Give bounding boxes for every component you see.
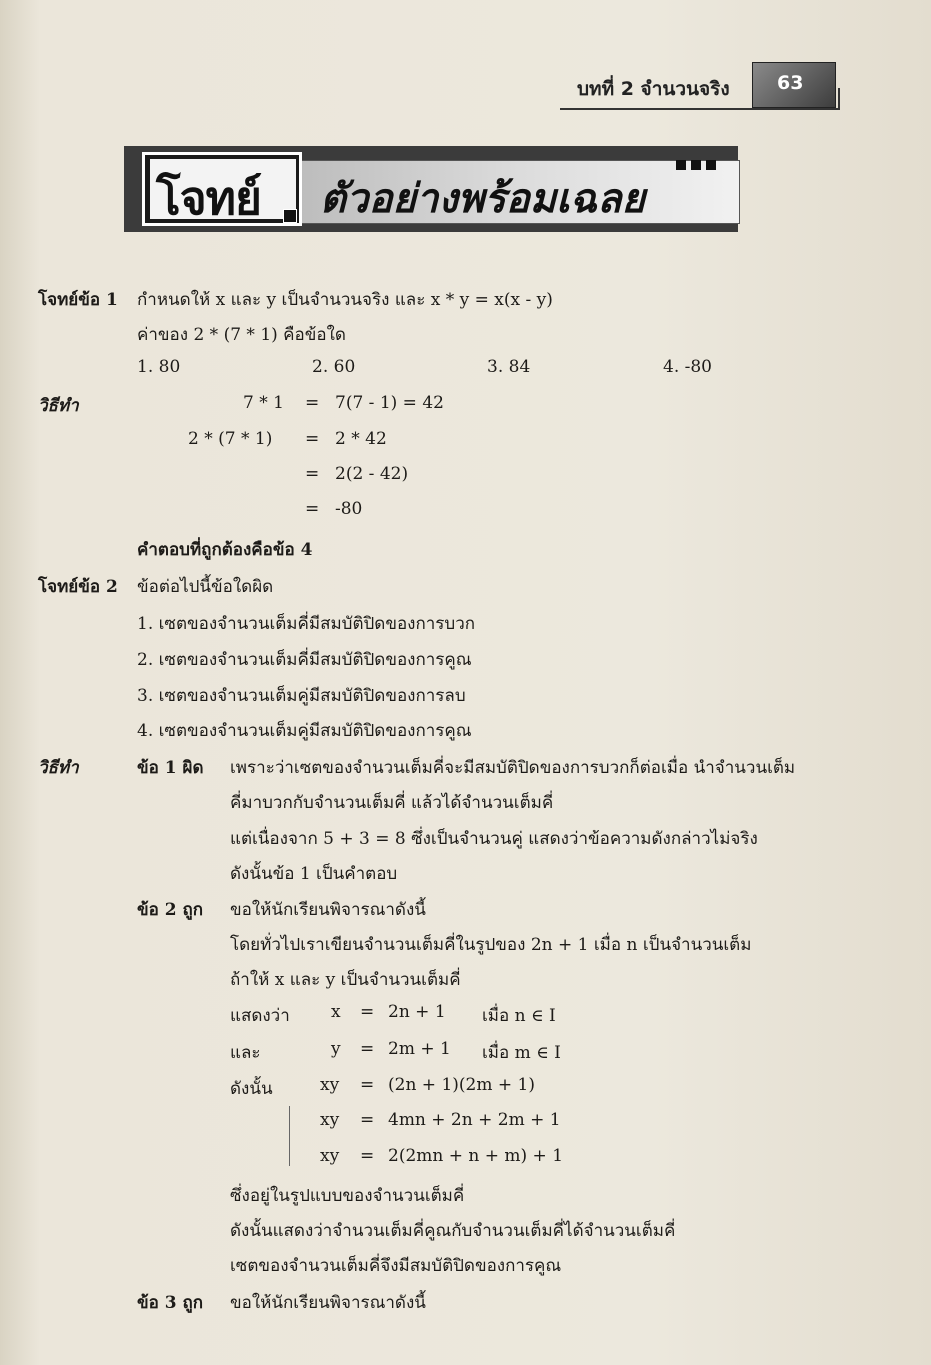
q1-label: โจทย์ข้อ 1 <box>38 290 118 310</box>
q2-item1-tag: ข้อ 1 ผิด <box>137 758 204 778</box>
math-eq: = <box>360 1002 375 1022</box>
banner-square-mark <box>283 209 297 223</box>
math-rhs: 2(2mn + n + m) + 1 <box>388 1146 564 1166</box>
q1-option-4: 4. -80 <box>663 357 712 377</box>
header-rule-end <box>838 88 840 110</box>
math-lhs: xy <box>320 1146 340 1166</box>
math-eq: = <box>360 1075 375 1095</box>
q2-item1-line: ดังนั้นข้อ 1 เป็นคำตอบ <box>230 864 398 884</box>
math-rhs: 2n + 1 <box>388 1002 446 1022</box>
q1-option-1: 1. 80 <box>137 357 181 377</box>
banner-dots <box>676 160 716 170</box>
q2-label: โจทย์ข้อ 2 <box>38 577 118 597</box>
q2-item2-conclusion: ดังนั้นแสดงว่าจำนวนเต็มคี่คูณกับจำนวนเต็มคี่ได้จำนวนเต็มคี่ <box>230 1221 676 1241</box>
q2-item2-tag: ข้อ 2 ถูก <box>137 900 204 920</box>
q2-item3-tag: ข้อ 3 ถูก <box>137 1293 204 1313</box>
math-word: และ <box>230 1043 261 1063</box>
q2-item2-line-b: ถ้าให้ x และ y เป็นจำนวนเต็มคี่ <box>230 970 461 990</box>
banner-title: ตัวอย่างพร้อมเฉลย <box>320 176 645 222</box>
math-lhs: y <box>331 1039 341 1059</box>
q1-step1-lhs: 7 * 1 <box>243 393 284 413</box>
q1-answer: คำตอบที่ถูกต้องคือข้อ 4 <box>137 540 313 560</box>
math-word: ดังนั้น <box>230 1079 273 1099</box>
q1-step4-eq: = <box>305 499 320 519</box>
q2-item2-conclusion: ซึ่งอยู่ในรูปแบบของจำนวนเต็มคี่ <box>230 1186 465 1206</box>
math-word: แสดงว่า <box>230 1006 290 1026</box>
q1-step2-rhs: 2 * 42 <box>335 429 387 449</box>
chapter-title: บทที่ 2 จำนวนจริง <box>577 78 730 100</box>
math-bracket <box>289 1106 295 1166</box>
q2-item2-intro: ขอให้นักเรียนพิจารณาดังนี้ <box>230 900 426 920</box>
q1-step1-eq: = <box>305 393 320 413</box>
math-rhs: (2n + 1)(2m + 1) <box>388 1075 535 1095</box>
q1-step3-eq: = <box>305 464 320 484</box>
q2-item1-line: คี่มาบวกกับจำนวนเต็มคี่ แล้วได้จำนวนเต็มคี่ <box>230 793 554 813</box>
q2-option-4: 4. เซตของจำนวนเต็มคู่มีสมบัติปิดของการคูณ <box>137 721 472 741</box>
q1-step4-rhs: -80 <box>335 499 363 519</box>
math-cond: เมื่อ m ∈ I <box>482 1043 561 1063</box>
math-rhs: 4mn + 2n + 2m + 1 <box>388 1110 561 1130</box>
header-rule <box>560 108 840 110</box>
q1-step3-rhs: 2(2 - 42) <box>335 464 409 484</box>
q1-option-3: 3. 84 <box>487 357 531 377</box>
banner-word: โจทย์ <box>156 171 261 225</box>
q2-item3-intro: ขอให้นักเรียนพิจารณาดังนี้ <box>230 1293 426 1313</box>
q2-item1-line: เพราะว่าเซตของจำนวนเต็มคี่จะมีสมบัติปิดของการบวกก็ต่อเมื่อ นำจำนวนเต็ม <box>230 758 796 778</box>
page-number: 63 <box>777 72 804 94</box>
q2-item2-conclusion: เซตของจำนวนเต็มคี่จึงมีสมบัติปิดของการคูณ <box>230 1256 562 1276</box>
q1-line1: กำหนดให้ x และ y เป็นจำนวนจริง และ x * y = x(x - y) <box>137 290 553 310</box>
math-lhs: x <box>331 1002 341 1022</box>
q1-line2: ค่าของ 2 * (7 * 1) คือข้อใด <box>137 325 346 345</box>
q1-option-2: 2. 60 <box>312 357 356 377</box>
q2-question: ข้อต่อไปนี้ข้อใดผิด <box>137 577 274 597</box>
q2-option-3: 3. เซตของจำนวนเต็มคู่มีสมบัติปิดของการลบ <box>137 686 466 706</box>
math-cond: เมื่อ n ∈ I <box>482 1006 556 1026</box>
q1-solution-label: วิธีทำ <box>38 396 79 416</box>
q2-option-2: 2. เซตของจำนวนเต็มคี่มีสมบัติปิดของการคูณ <box>137 650 472 670</box>
math-rhs: 2m + 1 <box>388 1039 451 1059</box>
q2-option-1: 1. เซตของจำนวนเต็มคี่มีสมบัติปิดของการบวก <box>137 614 476 634</box>
q1-step2-lhs: 2 * (7 * 1) <box>188 429 273 449</box>
math-lhs: xy <box>320 1075 340 1095</box>
math-eq: = <box>360 1110 375 1130</box>
math-lhs: xy <box>320 1110 340 1130</box>
q2-solution-label: วิธีทำ <box>38 758 79 778</box>
q2-item1-line: แต่เนื่องจาก 5 + 3 = 8 ซึ่งเป็นจำนวนคู่ แสดงว่าข้อความดังกล่าวไม่จริง <box>230 829 758 849</box>
q2-item2-line-a: โดยทั่วไปเราเขียนจำนวนเต็มคี่ในรูปของ 2n + 1 เมื่อ n เป็นจำนวนเต็ม <box>230 935 752 955</box>
q1-step2-eq: = <box>305 429 320 449</box>
math-eq: = <box>360 1039 375 1059</box>
math-eq: = <box>360 1146 375 1166</box>
q1-step1-rhs: 7(7 - 1) = 42 <box>335 393 444 413</box>
